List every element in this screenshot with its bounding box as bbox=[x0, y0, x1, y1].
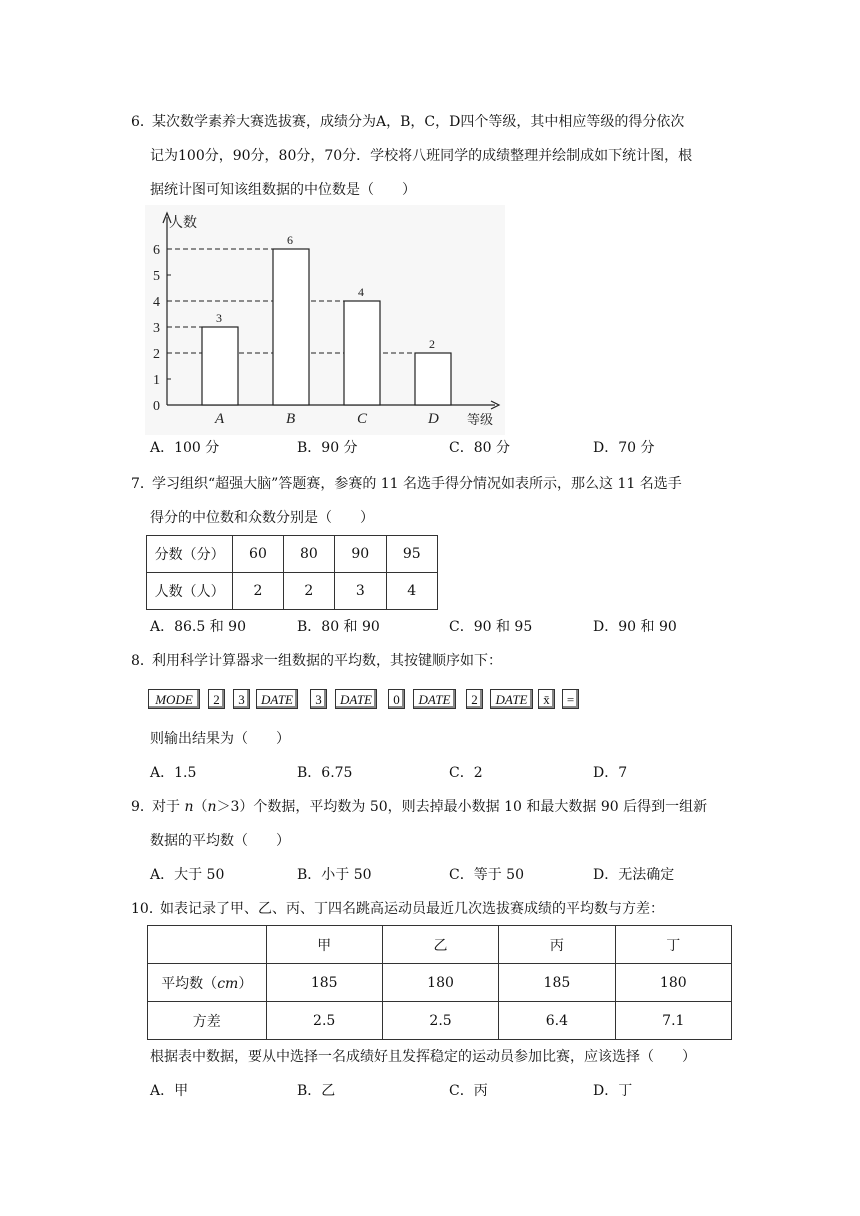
q8-option-b[interactable]: B．6.75 bbox=[297, 765, 353, 781]
data-label: 6 bbox=[287, 233, 293, 247]
text: 平均数（ bbox=[161, 975, 218, 992]
question-9-line-2: 数据的平均数（ ） bbox=[150, 833, 290, 849]
table-cell: 4 bbox=[386, 573, 437, 610]
table-cell: 方差 bbox=[148, 1002, 267, 1040]
mean-x-bar-key: x̄ bbox=[538, 689, 555, 709]
digit-2-key: 2 bbox=[208, 689, 225, 709]
q9-option-b[interactable]: B．小于 50 bbox=[297, 867, 372, 883]
table-cell: 2.5 bbox=[382, 1002, 498, 1040]
question-8-number: 8． bbox=[131, 653, 154, 669]
q10-option-c[interactable]: C．丙 bbox=[449, 1083, 488, 1099]
q7-option-a[interactable]: A．86.5 和 90 bbox=[150, 619, 246, 635]
table-cell: 2 bbox=[233, 573, 283, 610]
q8-option-c[interactable]: C．2 bbox=[449, 765, 483, 781]
y-axis-label: 人数 bbox=[169, 216, 197, 231]
unit: cm bbox=[217, 975, 239, 992]
q7-option-c[interactable]: C．90 和 95 bbox=[449, 619, 533, 635]
question-6-line-1: 某次数学素养大赛选拔赛，成绩分为A，B，C，D四个等级，其中相应等级的得分依次 bbox=[152, 114, 685, 130]
text: （ bbox=[193, 799, 208, 815]
question-7-line-1: 学习组织“超强大脑”答题赛，参赛的 11 名选手得分情况如表所示，那么这 11 名选手 bbox=[152, 476, 682, 492]
table-cell: 185 bbox=[499, 964, 615, 1002]
question-9-line-1 bbox=[152, 797, 707, 817]
y-tick-label: 4 bbox=[153, 295, 160, 310]
y-tick-label: 2 bbox=[153, 347, 160, 362]
q8-option-a[interactable]: A．1.5 bbox=[150, 765, 197, 781]
question-7-number: 7． bbox=[131, 476, 154, 492]
data-label: 2 bbox=[429, 337, 435, 351]
question-6-line-3: 据统计图可知该组数据的中位数是（ ） bbox=[150, 182, 416, 198]
y-tick-label: 0 bbox=[153, 399, 160, 414]
x-tick-label: D bbox=[428, 411, 439, 427]
table-cell: 60 bbox=[233, 536, 283, 573]
table-cell: 2 bbox=[283, 573, 334, 610]
y-tick-label: 6 bbox=[153, 243, 160, 258]
text: ） bbox=[238, 975, 253, 992]
question-7-line-2: 得分的中位数和众数分别是（ ） bbox=[150, 510, 374, 526]
bar bbox=[344, 301, 380, 405]
bar bbox=[202, 327, 238, 405]
variable-n: n bbox=[207, 799, 217, 815]
digit-0-key: 0 bbox=[388, 689, 405, 709]
q8-option-d[interactable]: D．7 bbox=[593, 765, 628, 781]
x-tick-label: A bbox=[215, 411, 225, 427]
q9-option-a[interactable]: A．大于 50 bbox=[150, 867, 225, 883]
table-cell: 丙 bbox=[499, 926, 615, 964]
q6-option-a[interactable]: A．100 分 bbox=[150, 440, 220, 456]
table-cell: 乙 bbox=[382, 926, 498, 964]
table-cell: 甲 bbox=[266, 926, 382, 964]
date-key: DATE bbox=[335, 689, 377, 709]
question-10-line-1: 如表记录了甲、乙、丙、丁四名跳高运动员最近几次选拔赛成绩的平均数与方差： bbox=[160, 901, 664, 917]
y-tick-label: 3 bbox=[153, 321, 160, 336]
table-cell bbox=[148, 964, 267, 1002]
variable-n: n bbox=[184, 799, 194, 815]
q10-option-a[interactable]: A．甲 bbox=[150, 1083, 189, 1099]
table-cell: 180 bbox=[615, 964, 731, 1002]
question-10-number: 10． bbox=[131, 901, 163, 917]
table-cell: 丁 bbox=[615, 926, 731, 964]
data-label: 3 bbox=[216, 311, 222, 325]
q9-option-d[interactable]: D．无法确定 bbox=[593, 867, 675, 883]
table-cell: 7.1 bbox=[615, 1002, 731, 1040]
date-key: DATE bbox=[256, 689, 298, 709]
table-cell: 6.4 bbox=[499, 1002, 615, 1040]
question-8-line-2: 则输出结果为（ ） bbox=[150, 731, 290, 747]
bar-chart bbox=[145, 205, 505, 435]
date-key: DATE bbox=[490, 689, 533, 709]
q7-option-d[interactable]: D．90 和 90 bbox=[593, 619, 677, 635]
y-tick-label: 1 bbox=[153, 373, 160, 388]
y-tick-label: 5 bbox=[153, 269, 160, 284]
equals-key: = bbox=[562, 689, 579, 709]
mode-key: MODE bbox=[148, 689, 200, 709]
date-key: DATE bbox=[413, 689, 456, 709]
q6-option-d[interactable]: D．70 分 bbox=[593, 440, 655, 456]
question-9-number: 9． bbox=[131, 799, 154, 815]
question-6-number: 6． bbox=[131, 114, 154, 130]
table-cell: 3 bbox=[335, 573, 386, 610]
data-label: 4 bbox=[358, 285, 364, 299]
q10-option-d[interactable]: D．丁 bbox=[593, 1083, 633, 1099]
table-cell: 2.5 bbox=[266, 1002, 382, 1040]
x-tick-label: B bbox=[286, 411, 296, 427]
table-cell: 185 bbox=[266, 964, 382, 1002]
bar bbox=[273, 249, 309, 405]
athlete-table bbox=[147, 925, 732, 1040]
table-cell: 人数（人） bbox=[147, 573, 233, 610]
table-cell: 分数（分） bbox=[147, 536, 233, 573]
table-cell: 80 bbox=[283, 536, 334, 573]
table-cell bbox=[148, 926, 267, 964]
question-10-line-2: 根据表中数据，要从中选择一名成绩好且发挥稳定的运动员参加比赛，应该选择（ ） bbox=[150, 1049, 696, 1065]
table-cell: 95 bbox=[386, 536, 437, 573]
digit-2-key: 2 bbox=[466, 689, 483, 709]
bar bbox=[415, 353, 451, 405]
text: 对于 bbox=[152, 799, 185, 815]
table-cell: 90 bbox=[335, 536, 386, 573]
question-6-line-2: 记为100分，90分，80分，70分．学校将八班同学的成绩整理并绘制成如下统计图，根 bbox=[150, 148, 693, 164]
digit-3-key: 3 bbox=[310, 689, 327, 709]
table-cell: 180 bbox=[382, 964, 498, 1002]
x-tick-label: C bbox=[357, 411, 368, 427]
q6-option-c[interactable]: C．80 分 bbox=[449, 440, 510, 456]
text: ＞3）个数据，平均数为 50，则去掉最小数据 10 和最大数据 90 后得到一组新 bbox=[216, 799, 708, 815]
q9-option-c[interactable]: C．等于 50 bbox=[449, 867, 524, 883]
q10-option-b[interactable]: B．乙 bbox=[297, 1083, 336, 1099]
q6-option-b[interactable]: B．90 分 bbox=[297, 440, 358, 456]
score-table bbox=[146, 535, 438, 610]
digit-3-key: 3 bbox=[233, 689, 250, 709]
x-axis-label: 等级 bbox=[467, 412, 494, 427]
q7-option-b[interactable]: B．80 和 90 bbox=[297, 619, 380, 635]
question-8-line-1: 利用科学计算器求一组数据的平均数，其按键顺序如下： bbox=[152, 653, 502, 669]
